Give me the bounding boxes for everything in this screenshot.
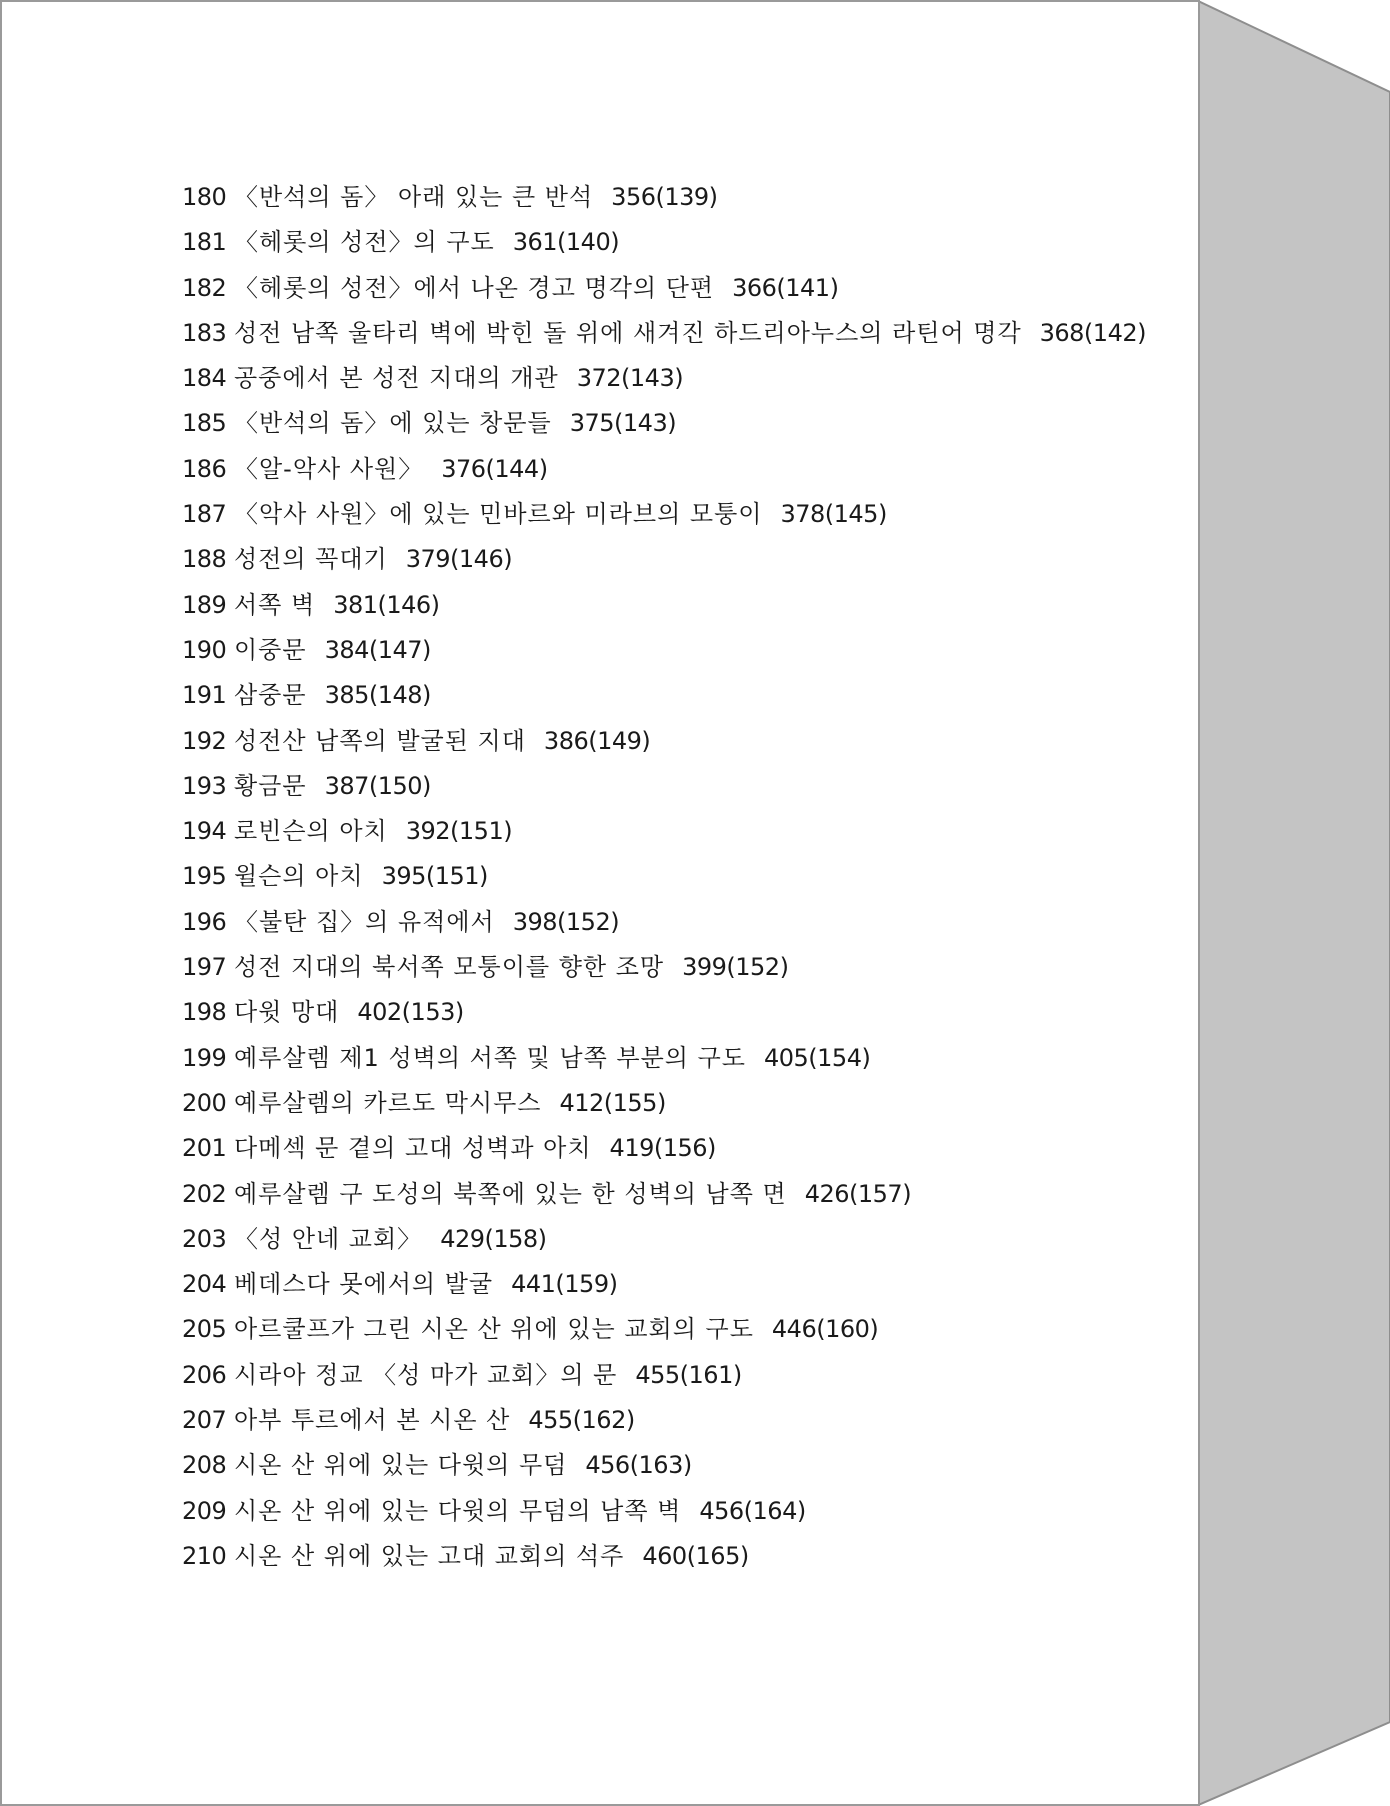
entry-number: 201 bbox=[182, 1134, 227, 1163]
entry-number: 208 bbox=[182, 1451, 227, 1480]
entry-title: 〈불탄 집〉의 유적에서 bbox=[234, 907, 495, 936]
list-item bbox=[182, 266, 1146, 311]
entry-number: 183 bbox=[182, 318, 227, 347]
entry-title: 성전 지대의 북서쪽 모퉁이를 향한 조망 bbox=[234, 953, 665, 982]
page-stack-edge bbox=[1196, 0, 1390, 1806]
entry-title: 로빈슨의 아치 bbox=[234, 817, 388, 846]
list-item bbox=[182, 628, 1146, 673]
entry-title: 다메섹 문 곁의 고대 성벽과 아치 bbox=[234, 1134, 592, 1163]
list-item bbox=[182, 220, 1146, 265]
entry-title: 예루살렘 구 도성의 북쪽에 있는 한 성벽의 남쪽 면 bbox=[234, 1179, 787, 1208]
entry-number: 194 bbox=[182, 817, 227, 846]
entry-pages: 419(156) bbox=[609, 1134, 716, 1163]
entry-number: 193 bbox=[182, 771, 227, 800]
entry-title: 서쪽 벽 bbox=[234, 590, 316, 619]
list-item bbox=[182, 900, 1146, 945]
entry-pages: 399(152) bbox=[682, 953, 789, 982]
list-item bbox=[182, 945, 1146, 990]
list-item bbox=[182, 764, 1146, 809]
entry-pages: 384(147) bbox=[324, 635, 431, 664]
list-item bbox=[182, 1036, 1146, 1081]
entry-pages: 426(157) bbox=[804, 1179, 912, 1208]
list-item bbox=[182, 1353, 1146, 1398]
entry-number: 206 bbox=[182, 1360, 227, 1389]
entry-number: 197 bbox=[182, 953, 227, 982]
entry-number: 205 bbox=[182, 1315, 227, 1344]
entry-pages: 412(155) bbox=[559, 1088, 666, 1117]
entry-number: 186 bbox=[182, 454, 227, 483]
entry-title: 성전산 남쪽의 발굴된 지대 bbox=[234, 726, 526, 755]
list-item bbox=[182, 1398, 1146, 1443]
entry-number: 207 bbox=[182, 1406, 227, 1435]
entry-pages: 376(144) bbox=[441, 454, 548, 483]
entry-pages: 441(159) bbox=[511, 1270, 618, 1299]
entry-title: 〈악사 사원〉에 있는 민바르와 미라브의 모퉁이 bbox=[234, 500, 763, 529]
entry-title: 아르쿨프가 그린 시온 산 위에 있는 교회의 구도 bbox=[234, 1315, 754, 1344]
entry-title: 시온 산 위에 있는 고대 교회의 석주 bbox=[234, 1541, 625, 1570]
entry-number: 188 bbox=[182, 545, 227, 574]
entry-pages: 381(146) bbox=[333, 590, 440, 619]
entry-title: 성전 남쪽 울타리 벽에 박힌 돌 위에 새겨진 하드리아누스의 라틴어 명각 bbox=[234, 318, 1022, 347]
list-item bbox=[182, 809, 1146, 854]
entry-number: 204 bbox=[182, 1270, 227, 1299]
list-item bbox=[182, 1172, 1146, 1217]
entry-pages: 378(145) bbox=[780, 500, 887, 529]
entry-number: 184 bbox=[182, 364, 227, 393]
entry-pages: 356(139) bbox=[611, 183, 718, 211]
list-item bbox=[182, 1534, 1146, 1579]
entry-pages: 446(160) bbox=[771, 1315, 879, 1344]
entry-title: 〈알-악사 사원〉 bbox=[234, 454, 424, 483]
entry-pages: 375(143) bbox=[569, 409, 677, 438]
entry-pages: 395(151) bbox=[381, 862, 488, 891]
entry-pages: 398(152) bbox=[512, 907, 620, 936]
entry-title: 성전의 꼭대기 bbox=[234, 545, 388, 574]
entry-number: 189 bbox=[182, 590, 227, 619]
list-item bbox=[182, 1262, 1146, 1307]
list-item bbox=[182, 1126, 1146, 1171]
entry-pages: 455(161) bbox=[635, 1360, 742, 1389]
entry-pages: 386(149) bbox=[543, 726, 651, 755]
entry-title: 〈반석의 돔〉에 있는 창문들 bbox=[234, 409, 552, 438]
list-item bbox=[182, 447, 1146, 492]
entry-pages: 460(165) bbox=[642, 1541, 749, 1570]
list-item bbox=[182, 583, 1146, 628]
entry-number: 191 bbox=[182, 681, 227, 710]
list-item bbox=[182, 990, 1146, 1035]
list-item bbox=[182, 673, 1146, 718]
entry-pages: 366(141) bbox=[732, 273, 839, 302]
entry-title: 아부 투르에서 본 시온 산 bbox=[234, 1406, 511, 1435]
entry-title: 황금문 bbox=[234, 771, 307, 800]
list-item bbox=[182, 492, 1146, 537]
entry-title: 다윗 망대 bbox=[234, 998, 340, 1027]
entry-title: 〈성 안네 교회〉 bbox=[234, 1224, 423, 1253]
entry-title: 〈헤롯의 성전〉의 구도 bbox=[234, 228, 495, 257]
entry-pages: 455(162) bbox=[528, 1406, 635, 1435]
entry-pages: 387(150) bbox=[324, 771, 431, 800]
list-item bbox=[182, 401, 1146, 446]
entry-title: 예루살렘 제1 성벽의 서쪽 및 남쪽 부분의 구도 bbox=[234, 1043, 746, 1072]
entry-number: 192 bbox=[182, 726, 227, 755]
entry-pages: 379(146) bbox=[405, 545, 513, 574]
entry-title: 베데스다 못에서의 발굴 bbox=[234, 1270, 494, 1299]
list-item bbox=[182, 537, 1146, 582]
entry-pages: 405(154) bbox=[763, 1043, 871, 1072]
list-item bbox=[182, 854, 1146, 899]
entry-number: 181 bbox=[182, 228, 227, 257]
list-item bbox=[182, 175, 1146, 220]
entry-number: 210 bbox=[182, 1541, 227, 1570]
figure-list bbox=[182, 175, 1146, 1579]
entry-pages: 456(164) bbox=[699, 1496, 806, 1525]
entry-number: 185 bbox=[182, 409, 227, 438]
entry-pages: 361(140) bbox=[512, 228, 620, 257]
entry-number: 199 bbox=[182, 1043, 227, 1072]
list-item bbox=[182, 1443, 1146, 1488]
entry-title: 시온 산 위에 있는 다윗의 무덤의 남쪽 벽 bbox=[234, 1496, 682, 1525]
list-item bbox=[182, 1217, 1146, 1262]
entry-number: 195 bbox=[182, 862, 227, 891]
entry-pages: 385(148) bbox=[324, 681, 431, 710]
entry-number: 209 bbox=[182, 1496, 227, 1525]
entry-title: 이중문 bbox=[234, 635, 307, 664]
entry-title: 시라아 정교 〈성 마가 교회〉의 문 bbox=[234, 1360, 618, 1389]
entry-number: 203 bbox=[182, 1224, 227, 1253]
list-item bbox=[182, 1081, 1146, 1126]
entry-pages: 402(153) bbox=[357, 998, 464, 1027]
entry-number: 198 bbox=[182, 998, 227, 1027]
entry-number: 190 bbox=[182, 635, 227, 664]
entry-title: 〈반석의 돔〉 아래 있는 큰 반석 bbox=[234, 183, 594, 211]
entry-pages: 372(143) bbox=[576, 364, 684, 393]
list-item bbox=[182, 1307, 1146, 1352]
entry-number: 180 bbox=[182, 183, 227, 211]
entry-title: 공중에서 본 성전 지대의 개관 bbox=[234, 364, 559, 393]
entry-title: 〈헤롯의 성전〉에서 나온 경고 명각의 단편 bbox=[234, 273, 715, 302]
entry-number: 202 bbox=[182, 1179, 227, 1208]
list-item bbox=[182, 356, 1146, 401]
entry-number: 182 bbox=[182, 273, 227, 302]
entry-number: 196 bbox=[182, 907, 227, 936]
page-edge-graphic bbox=[1196, 0, 1390, 1806]
entry-title: 윌슨의 아치 bbox=[234, 862, 364, 891]
entry-pages: 368(142) bbox=[1039, 318, 1146, 347]
entry-number: 200 bbox=[182, 1088, 227, 1117]
entry-number: 187 bbox=[182, 500, 227, 529]
list-item bbox=[182, 311, 1146, 356]
entry-title: 삼중문 bbox=[234, 681, 307, 710]
list-item bbox=[182, 1489, 1146, 1534]
entry-title: 시온 산 위에 있는 다윗의 무덤 bbox=[234, 1451, 568, 1480]
list-item bbox=[182, 719, 1146, 764]
entry-pages: 392(151) bbox=[405, 817, 513, 846]
entry-title: 예루살렘의 카르도 막시무스 bbox=[234, 1088, 542, 1117]
entry-pages: 456(163) bbox=[585, 1451, 692, 1480]
entry-pages: 429(158) bbox=[440, 1224, 547, 1253]
